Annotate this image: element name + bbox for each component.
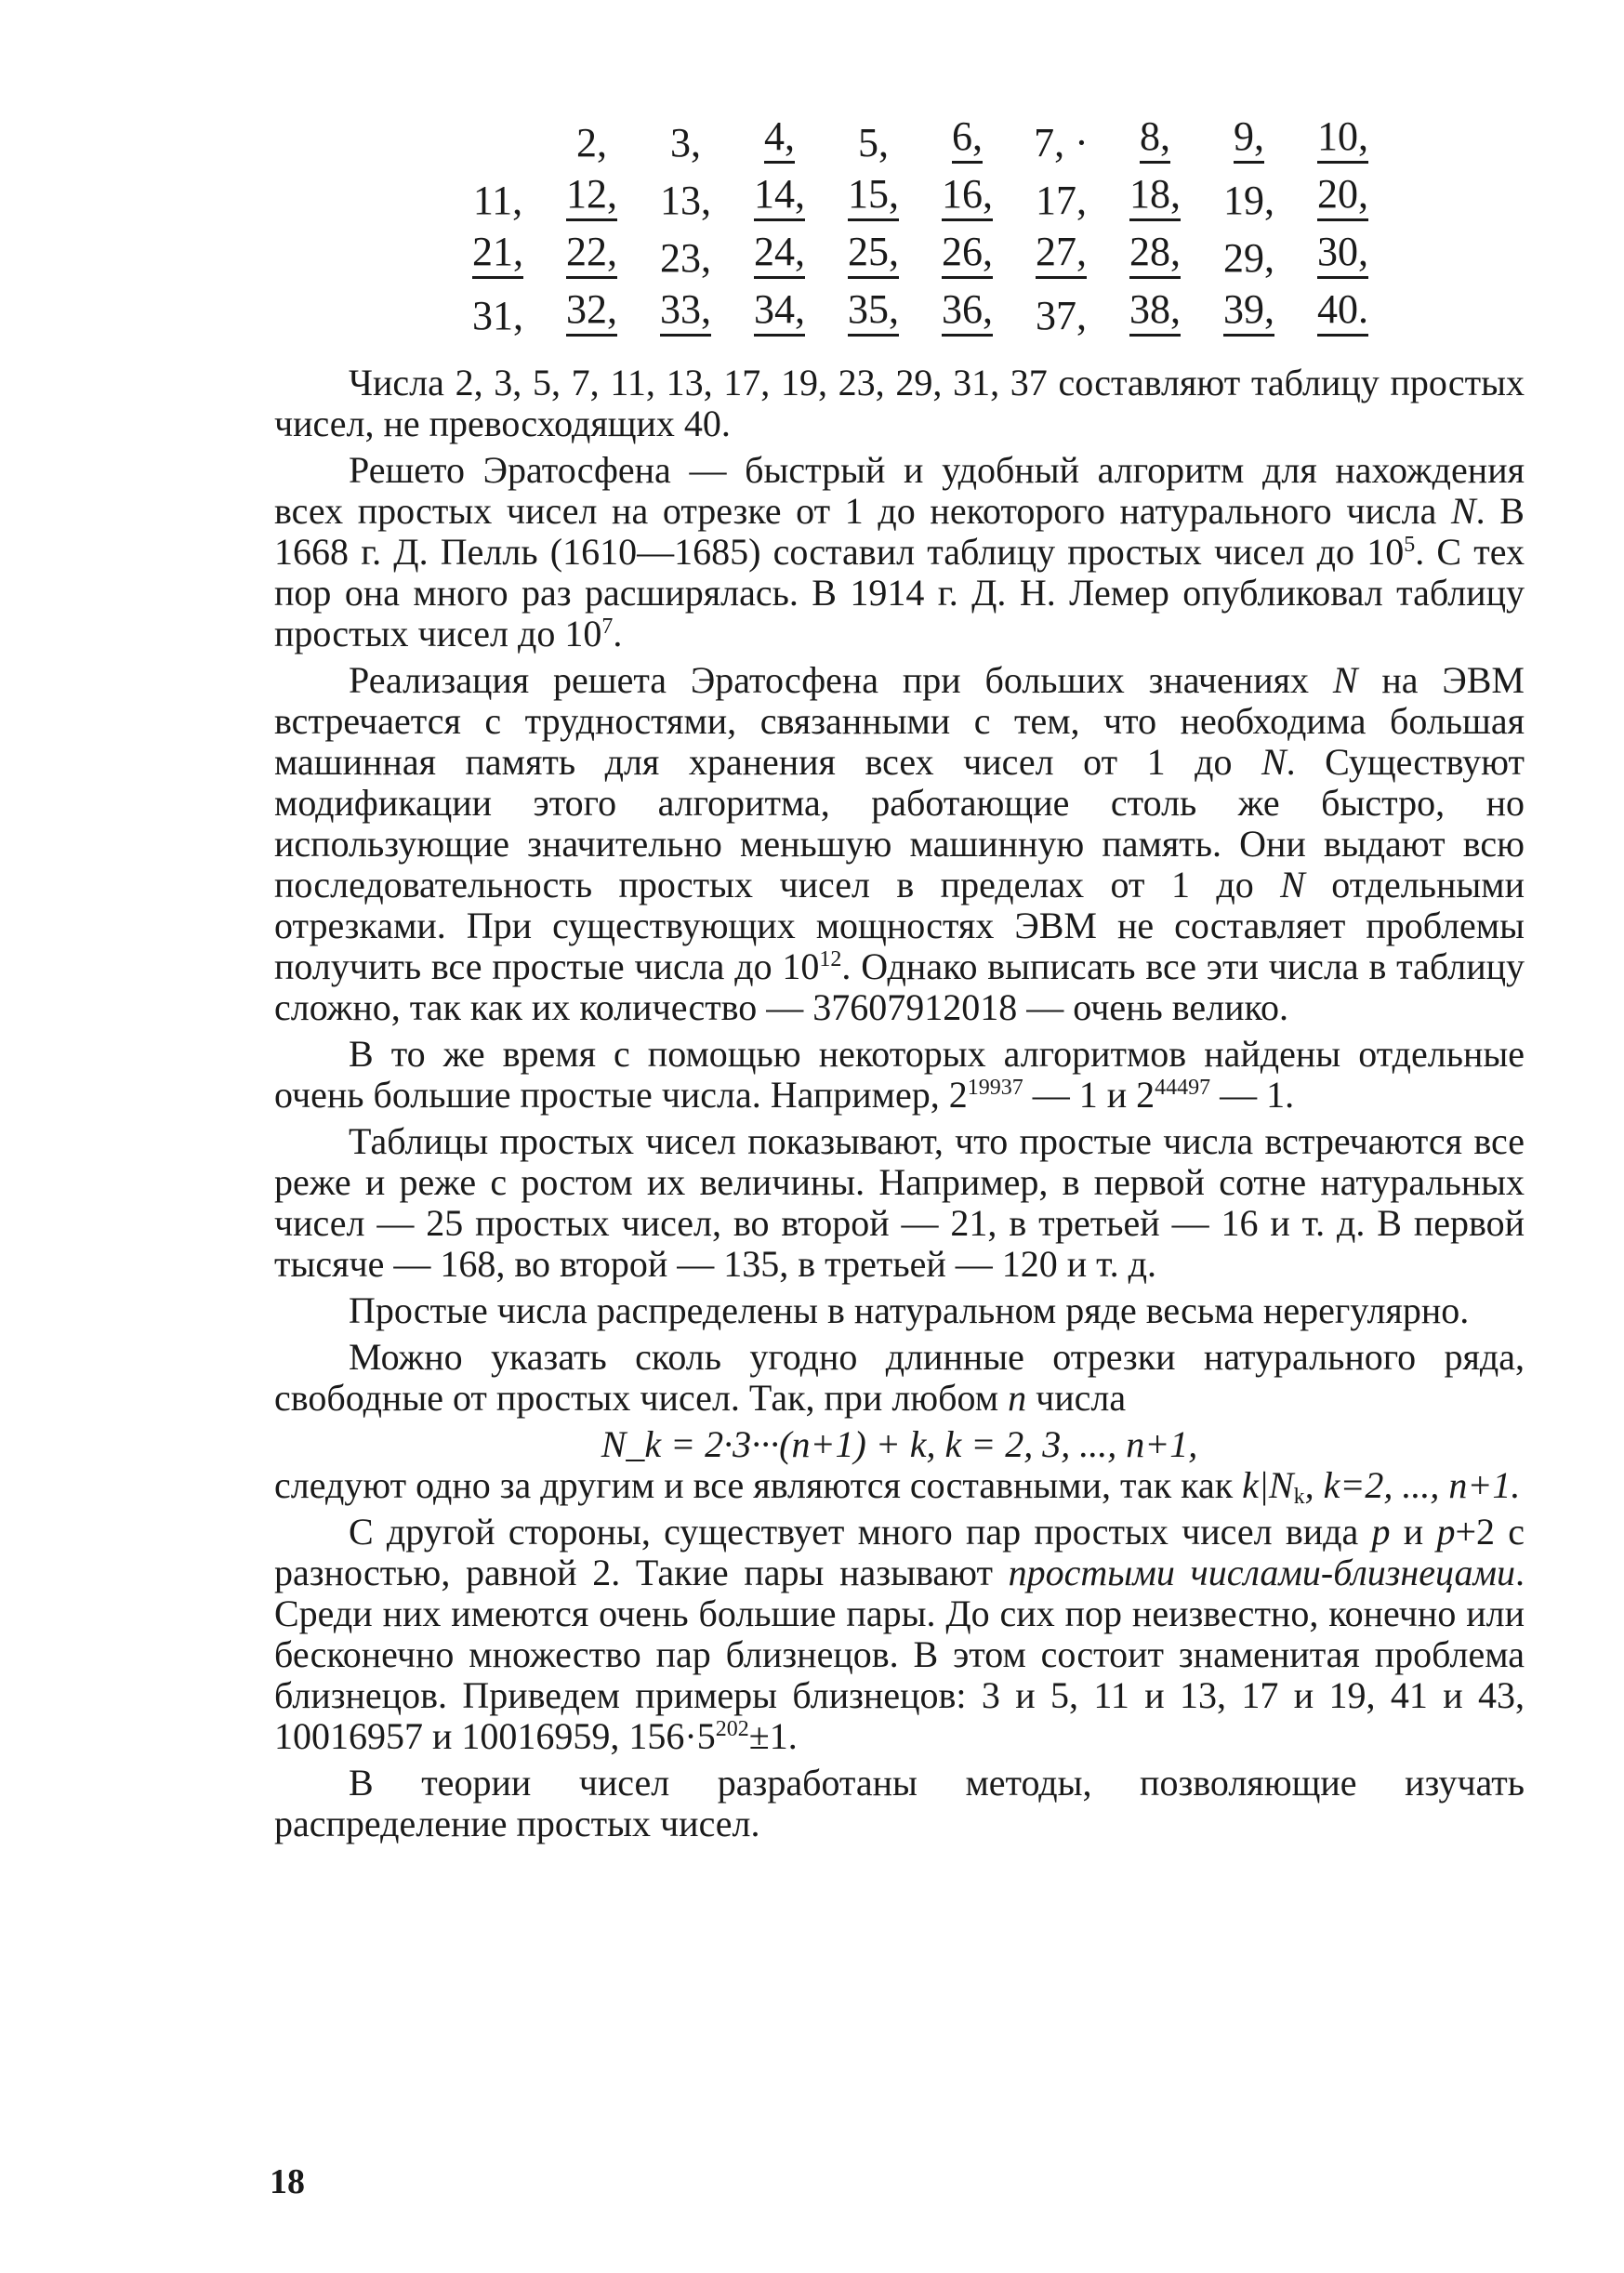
sieve-number: 19, [1223, 178, 1274, 223]
sieve-number: 36, [942, 289, 993, 337]
page-number: 18 [270, 2162, 305, 2201]
text-span: +2 с разностью, равной 2. Такие пары называют [274, 1511, 1525, 1593]
sieve-cell-crossed [826, 171, 920, 227]
sieve-number: 32, [566, 289, 617, 337]
sieve-cell [1014, 120, 1108, 169]
paragraph-irregular [274, 1290, 1525, 1331]
sieve-number: 2, [576, 120, 607, 165]
divisibility-expression: k|N [1242, 1464, 1294, 1506]
sieve-cell [639, 120, 733, 169]
sieve-number: 24, [754, 231, 805, 279]
text-span: Решето Эратосфена — быстрый и удобный алгоритм для нахождения всех простых чисел на отрезке от 1 до некоторого натурального числа [274, 449, 1525, 532]
variable-n: n [1008, 1377, 1027, 1419]
text-span: Числа 2, 3, 5, 7, 11, 13, 17, 19, 23, 29, 31, 37 составляют таблицу простых чисел, не превосходящих 40. [274, 362, 1525, 444]
sieve-cell [826, 120, 920, 169]
exponent: 7 [601, 615, 614, 639]
exponent: 44497 [1155, 1076, 1211, 1100]
sieve-cell-crossed [733, 171, 826, 227]
sieve-number: 3, [670, 120, 701, 165]
sieve-number: 25, [848, 231, 899, 279]
sieve-number: 38, [1129, 289, 1181, 337]
paragraph-prime-density [274, 1121, 1525, 1285]
sieve-number-grid [451, 112, 1390, 342]
sieve-number: 4, [764, 116, 795, 164]
sieve-cell-crossed [1296, 171, 1390, 227]
text-span: . Среди них имеются очень большие пары. До сих пор неизвестно, конечно или бесконечно множество пар близнецов. В этом состоит знаменитая проблема близнецов. Приведем примеры близнецов: 3 и 5, 11 и 13, 17 и 19, 41 и 43, 10016957 и 10016959, 156·5 [274, 1552, 1525, 1757]
sieve-number: 37, [1036, 293, 1087, 338]
text-span: . [613, 613, 623, 654]
sieve-cell [451, 293, 545, 342]
sieve-number: 40. [1317, 289, 1368, 337]
sieve-number: 30, [1317, 231, 1368, 279]
sieve-number: 34, [754, 289, 805, 337]
body-text [274, 363, 1525, 1844]
text-span: на ЭВМ встречается с трудностями, связанными с тем, что необходима большая машинная память для хранения всех чисел от 1 до [274, 659, 1525, 783]
sieve-cell-crossed [1296, 286, 1390, 342]
text-span: числа [1026, 1377, 1127, 1419]
sieve-row [451, 284, 1390, 342]
sieve-row [451, 112, 1390, 169]
text-span: отдельными отрезками. При существующих мощностях ЭВМ не составляет проблемы получить все простые числа до 10 [274, 864, 1525, 987]
exponent: 5 [1404, 533, 1416, 557]
sieve-number: 13, [660, 178, 711, 223]
sieve-number: 31, [472, 293, 523, 338]
sieve-cell-crossed [733, 286, 826, 342]
formula-nk [274, 1424, 1525, 1465]
sieve-cell-crossed [1108, 171, 1202, 227]
sieve-number: 7, · [1034, 120, 1089, 165]
sieve-number: 35, [848, 289, 899, 337]
sieve-cell-crossed [920, 113, 1014, 169]
sieve-cell [1014, 293, 1108, 342]
sieve-cell-crossed [1202, 113, 1296, 169]
sieve-cell-crossed [920, 231, 1014, 284]
sieve-cell-crossed [1296, 231, 1390, 284]
variable-p: p [1436, 1511, 1456, 1553]
range-expression: , k=2, ..., n+1. [1304, 1464, 1521, 1506]
text-span: . Существуют модификации этого алгоритма, работающие столь же быстро, но использующие значительно меньшую машинную память. Они выдают всю последовательность простых чисел в пределах от 1 до [274, 741, 1525, 905]
sieve-number: 14, [754, 174, 805, 221]
text-span: — 1 и 2 [1023, 1074, 1155, 1116]
variable-n: N [1332, 659, 1358, 701]
sieve-number: 22, [566, 231, 617, 279]
variable-n: N [1280, 864, 1305, 905]
sieve-cell-crossed [545, 231, 639, 284]
paragraph-prime-list [274, 363, 1525, 444]
text-span: следуют одно за другим и все являются составными, так как [274, 1464, 1243, 1506]
sieve-number: 39, [1223, 289, 1274, 337]
sieve-number: 26, [942, 231, 993, 279]
paragraph-prime-gaps [274, 1337, 1525, 1419]
sieve-cell-crossed [1108, 231, 1202, 284]
sieve-cell [1202, 180, 1296, 227]
text-span: — 1. [1210, 1074, 1295, 1116]
text-span: и [1390, 1511, 1437, 1553]
sieve-cell-crossed [826, 231, 920, 284]
sieve-cell-crossed [1014, 231, 1108, 284]
sieve-cell [451, 180, 545, 227]
sieve-cell-crossed [1108, 113, 1202, 169]
text-span: . С тех пор она много раз расширялась. В 1914 г. Д. Н. Лемер опубликовал таблицу простых чисел до 10 [274, 531, 1525, 654]
sieve-cell-crossed [451, 231, 545, 284]
sieve-number: 18, [1129, 174, 1181, 221]
variable-n: N [1261, 741, 1287, 783]
sieve-cell-crossed [826, 286, 920, 342]
sieve-cell-crossed [545, 286, 639, 342]
sieve-number: 27, [1036, 231, 1087, 279]
text-span: Таблицы простых чисел показывают, что простые числа встречаются все реже и реже с ростом их величины. Например, в первой сотне натуральных чисел — 25 простых чисел, во второй — 21, в третьей — 16 и т. д. В первой тысяче — 168, во второй — 135, в третьей — 120 и т. д. [274, 1120, 1525, 1285]
sieve-cell [639, 180, 733, 227]
sieve-number: 23, [660, 235, 711, 281]
text-span: С другой стороны, существует много пар простых чисел вида [349, 1511, 1372, 1553]
sieve-cell-crossed [1108, 286, 1202, 342]
exponent: 19937 [967, 1076, 1023, 1100]
sieve-cell-crossed [733, 113, 826, 169]
paragraph-twin-primes [274, 1512, 1525, 1757]
text-span: В теории чисел разработаны методы, позволяющие изучать распределение простых чисел. [274, 1762, 1525, 1844]
sieve-row [451, 227, 1390, 284]
sieve-cell [1014, 180, 1108, 227]
sieve-number: 10, [1317, 116, 1368, 164]
sieve-cell-crossed [545, 171, 639, 227]
paragraph-eratosthenes [274, 450, 1525, 654]
text-span: . Однако выписать все эти числа в таблицу сложно, так как их количество — 37607912018 — очень велико. [274, 945, 1525, 1028]
paragraph-large-primes [274, 1034, 1525, 1116]
text-span: Можно указать сколь угодно длинные отрезки натурального ряда, свободные от простых чисел. Так, при любом [274, 1336, 1525, 1419]
sieve-cell-crossed [920, 286, 1014, 342]
sieve-number: 21, [472, 231, 523, 279]
sieve-row [451, 169, 1390, 227]
subscript: k [1293, 1485, 1305, 1509]
term-twin-primes: простыми числами-близнецами [1008, 1552, 1516, 1593]
sieve-cell-crossed [1202, 286, 1296, 342]
text-span: ±1. [748, 1715, 798, 1757]
sieve-cell-crossed [639, 286, 733, 342]
sieve-number: 9, [1234, 116, 1264, 164]
sieve-number: 5, [858, 120, 889, 165]
sieve-cell [1202, 235, 1296, 284]
paragraph-implementation [274, 660, 1525, 1028]
exponent: 202 [715, 1717, 749, 1741]
sieve-cell [545, 120, 639, 169]
text-span: В то же время с помощью некоторых алгоритмов найдены отдельные очень большие простые числа. Например, 2 [274, 1033, 1525, 1116]
sieve-number: 20, [1317, 174, 1368, 221]
sieve-number: 12, [566, 174, 617, 221]
sieve-number: 11, [472, 178, 523, 223]
paragraph-number-theory [274, 1763, 1525, 1844]
paragraph-composite [274, 1464, 1525, 1509]
text-span: . В 1668 г. Д. Пелль (1610—1685) составил таблицу простых чисел до 10 [274, 490, 1525, 573]
text-span: Реализация решета Эратосфена при больших значениях [349, 659, 1333, 701]
sieve-cell [639, 235, 733, 284]
sieve-number: 29, [1223, 235, 1274, 281]
sieve-number: 8, [1140, 116, 1170, 164]
variable-p: p [1371, 1511, 1391, 1553]
sieve-number: 15, [848, 174, 899, 221]
exponent: 12 [819, 947, 842, 971]
sieve-number: 16, [942, 174, 993, 221]
sieve-cell-crossed [1296, 113, 1390, 169]
sieve-number: 33, [660, 289, 711, 337]
sieve-number: 17, [1036, 178, 1087, 223]
sieve-cell-crossed [733, 231, 826, 284]
sieve-cell [451, 123, 545, 169]
sieve-number: 6, [952, 116, 983, 164]
formula-text: N_k = 2·3···(n+1) + k, k = 2, 3, ..., n+1, [601, 1423, 1198, 1465]
sieve-cell-crossed [920, 171, 1014, 227]
text-span: Простые числа распределены в натуральном ряде весьма нерегулярно. [349, 1289, 1470, 1331]
variable-n: N [1450, 490, 1476, 532]
sieve-number: 28, [1129, 231, 1181, 279]
